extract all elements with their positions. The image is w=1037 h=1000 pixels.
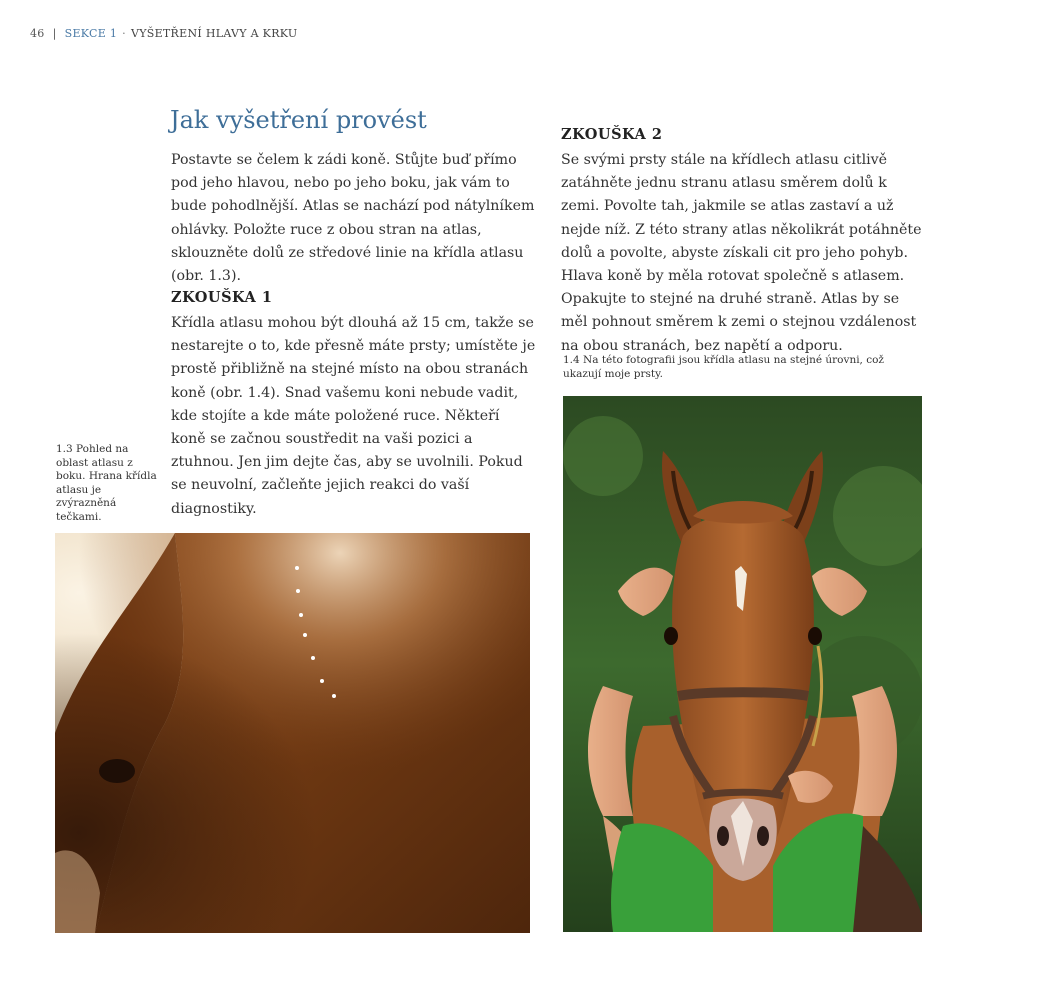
section-label: SEKCE 1 <box>64 27 118 40</box>
test2-title: ZKOUŠKA 2 <box>561 126 663 143</box>
page-heading: Jak vyšetření provést <box>170 106 427 134</box>
section-title: VYŠETŘENÍ HLAVY A KRKU <box>130 27 298 40</box>
header-dot: · <box>122 27 126 40</box>
figure-1-3-photo <box>55 533 530 933</box>
horse-neck-closeup-image <box>55 533 530 933</box>
figure-1-4-photo <box>563 396 922 932</box>
test1-title: ZKOUŠKA 1 <box>171 289 273 306</box>
horse-front-view-image <box>563 396 922 932</box>
test1-text: Křídla atlasu mohou být dlouhá až 15 cm, takže se nestarejte o to, kde přesně máte prsty; umístěte je prostě přibližně na stejné místo na obou stranách koně (obr. 1.4). Snad vašemu koni nebude vadit, kde stojíte a kde máte položené ruce. Někteří koně se začnou soustředit na vaši pozici a ztuhnou. Jen jim dejte čas, aby se uvolnili. Pokud se neuvolní, začleňte jejich reakci do vaší diagnostiky. <box>171 315 536 517</box>
page-number: 46 <box>30 27 45 40</box>
header-divider: | <box>52 27 57 40</box>
intro-paragraph: Postavte se čelem k zádi koně. Stůjte buď přímo pod jeho hlavou, nebo po jeho boku, jak vám to bude pohodlnější. Atlas se nachází pod nátylníkem ohlávky. Položte ruce z obou stran na atlas, sklouzněte dolů ze středové linie na křídla atlasu (obr. 1.3). <box>171 152 535 285</box>
figure-1-4-caption: 1.4 Na této fotografii jsou křídla atlasu na stejné úrovni, což ukazují moje prsty. <box>563 354 884 380</box>
figure-1-3-caption: 1.3 Pohled na oblast atlasu z boku. Hrana křídla atlasu je zvýrazněná tečkami. <box>56 443 157 523</box>
test2-text: Se svými prsty stále na křídlech atlasu citlivě zatáhněte jednu stranu atlasu směrem dolů k zemi. Povolte tah, jakmile se atlas zastaví a už nejde níž. Z této strany atlas několikrát potáhněte dolů a povolte, abyste získali cit pro jeho pohyb. Hlava koně by měla rotovat společně s atlasem. Opakujte to stejné na druhé straně. Atlas by se měl pohnout směrem k zemi o stejnou vzdálenost na obou stranách, bez napětí a odporu. <box>561 152 922 354</box>
running-header <box>30 27 297 40</box>
